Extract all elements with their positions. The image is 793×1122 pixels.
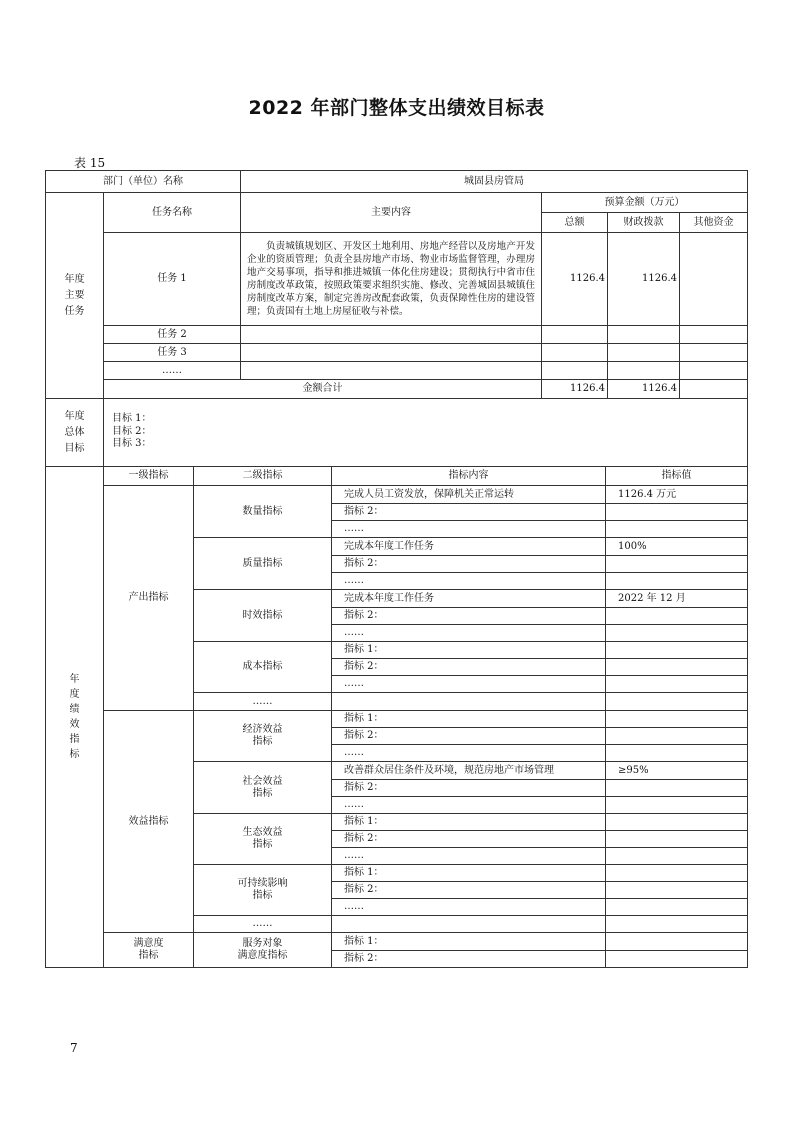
indicator-content: 指标 2： (332, 608, 606, 625)
output-more: …… (194, 693, 332, 711)
indicator-content: …… (332, 573, 606, 590)
indicator-content: 指标 2： (332, 780, 606, 797)
task-content (241, 326, 542, 344)
indicator-value (606, 814, 748, 831)
indicator-value (606, 951, 748, 968)
indicator-value (606, 556, 748, 573)
budget-header: 预算金额（万元） (542, 193, 748, 213)
cost-label: 成本指标 (194, 642, 332, 693)
indicator-content: 指标 1： (332, 711, 606, 728)
indicator-value (606, 882, 748, 899)
fiscal-header: 财政拨款 (608, 213, 680, 233)
indicator-value (606, 780, 748, 797)
sum-label: 金额合计 (104, 380, 542, 399)
indicator-value: 100% (606, 538, 748, 556)
task-total (542, 362, 608, 380)
task-other (680, 344, 748, 362)
social-label: 社会效益 指标 (194, 762, 332, 814)
task-other (680, 233, 748, 326)
overall-goals (104, 399, 748, 467)
indicator-value (606, 916, 748, 933)
quantity-label: 数量指标 (194, 486, 332, 538)
task-content (241, 362, 542, 380)
indicator-value (606, 831, 748, 848)
overall-goals-table (45, 398, 748, 467)
indicator-content: …… (332, 848, 606, 865)
indicator-value (606, 504, 748, 521)
indicator-content: …… (332, 745, 606, 762)
indicator-value: ≥95% (606, 762, 748, 780)
indicator-content: 指标 2： (332, 659, 606, 676)
level2-header: 二级指标 (194, 467, 332, 486)
timeliness-label: 时效指标 (194, 590, 332, 642)
content-header: 指标内容 (332, 467, 606, 486)
indicator-section-label: 年 度 绩 效 指 标 (46, 467, 104, 968)
ecological-label: 生态效益 指标 (194, 814, 332, 865)
task-name-header: 任务名称 (104, 193, 241, 233)
indicator-value (606, 625, 748, 642)
task-other (680, 362, 748, 380)
indicator-content (332, 693, 606, 711)
satisfaction-indicator-label: 满意度 指标 (104, 933, 194, 968)
benefit-indicator-label: 效益指标 (104, 711, 194, 933)
goal-item: 目标 2： (112, 425, 152, 437)
sum-fiscal: 1126.4 (608, 380, 680, 399)
indicator-content: 指标 2： (332, 504, 606, 521)
goal-item: 目标 3： (112, 438, 152, 449)
task-fiscal (608, 362, 680, 380)
indicator-value (606, 899, 748, 916)
indicator-content (332, 916, 606, 933)
goal-item: 目标 1： (112, 413, 152, 424)
indicator-content: 指标 2： (332, 728, 606, 745)
indicator-value (606, 933, 748, 951)
indicator-content: 指标 1： (332, 814, 606, 831)
task-fiscal (608, 326, 680, 344)
indicator-value (606, 848, 748, 865)
indicator-value (606, 573, 748, 590)
indicator-content: …… (332, 797, 606, 814)
table-number: 表 15 (74, 156, 106, 170)
sustainable-label: 可持续影响 指标 (194, 865, 332, 916)
sum-other (680, 380, 748, 399)
indicator-content: 完成本年度工作任务 (332, 590, 606, 608)
indicator-content: 指标 2： (332, 831, 606, 848)
indicator-value (606, 659, 748, 676)
indicator-content: …… (332, 676, 606, 693)
task-table (45, 170, 748, 399)
tasks-section-label: 年度 主要 任务 (46, 193, 104, 399)
task-content (241, 344, 542, 362)
task-total (542, 326, 608, 344)
indicator-content: …… (332, 899, 606, 916)
total-header: 总额 (542, 213, 608, 233)
task-total (542, 344, 608, 362)
overall-label: 年度 总体 目标 (46, 399, 104, 467)
service-satisfaction-label: 服务对象 满意度指标 (194, 933, 332, 968)
level1-header: 一级指标 (104, 467, 194, 486)
indicator-content: 完成人员工资发放，保障机关正常运转 (332, 486, 606, 504)
page-number: 7 (70, 1041, 78, 1055)
output-indicator-label: 产出指标 (104, 486, 194, 711)
indicator-value (606, 521, 748, 538)
indicator-value (606, 676, 748, 693)
task-content: 负责城镇规划区、开发区土地利用、房地产经营以及房地产开发企业的资质管理；负责全县房地产市场、物业市场监督管理，办理房地产交易事项，指导和推进城镇一体化住房建设；贯彻执行中省市住房制度改革政策，按照政策要求组织实施、修改、完善城固县城镇住房制度改革方案，制定完善房改配套政策，负责保障性住房的建设管理；负责国有土地上房屋征收与补偿。 (241, 233, 542, 326)
task-fiscal: 1126.4 (608, 233, 680, 326)
indicator-value (606, 797, 748, 814)
task-content-header: 主要内容 (241, 193, 542, 233)
indicator-value: 2022 年 12 月 (606, 590, 748, 608)
indicator-content: 改善群众居住条件及环境，规范房地产市场管理 (332, 762, 606, 780)
indicator-value (606, 865, 748, 882)
economic-label: 经济效益 指标 (194, 711, 332, 762)
task-total: 1126.4 (542, 233, 608, 326)
indicator-value (606, 608, 748, 625)
benefit-more: …… (194, 916, 332, 933)
indicator-value: 1126.4 万元 (606, 486, 748, 504)
indicator-content: 完成本年度工作任务 (332, 538, 606, 556)
indicator-content: 指标 2： (332, 556, 606, 573)
task-name: …… (104, 362, 241, 380)
indicator-value (606, 693, 748, 711)
indicator-value (606, 642, 748, 659)
indicator-content: 指标 2： (332, 951, 606, 968)
indicator-content: …… (332, 625, 606, 642)
indicator-content: …… (332, 521, 606, 538)
task-name: 任务 3 (104, 344, 241, 362)
dept-value: 城固县房管局 (241, 171, 748, 193)
indicator-content: 指标 1： (332, 865, 606, 882)
task-name: 任务 2 (104, 326, 241, 344)
page-title: 2022 年部门整体支出绩效目标表 (248, 97, 545, 119)
task-name: 任务 1 (104, 233, 241, 326)
indicator-content: 指标 1： (332, 642, 606, 659)
task-fiscal (608, 344, 680, 362)
quality-label: 质量指标 (194, 538, 332, 590)
value-header: 指标值 (606, 467, 748, 486)
indicator-value (606, 745, 748, 762)
indicator-value (606, 728, 748, 745)
task-other (680, 326, 748, 344)
indicator-value (606, 711, 748, 728)
indicator-table (45, 466, 748, 968)
dept-label: 部门（单位）名称 (46, 171, 241, 193)
sum-total: 1126.4 (542, 380, 608, 399)
other-header: 其他资金 (680, 213, 748, 233)
indicator-content: 指标 2： (332, 882, 606, 899)
indicator-content: 指标 1： (332, 933, 606, 951)
